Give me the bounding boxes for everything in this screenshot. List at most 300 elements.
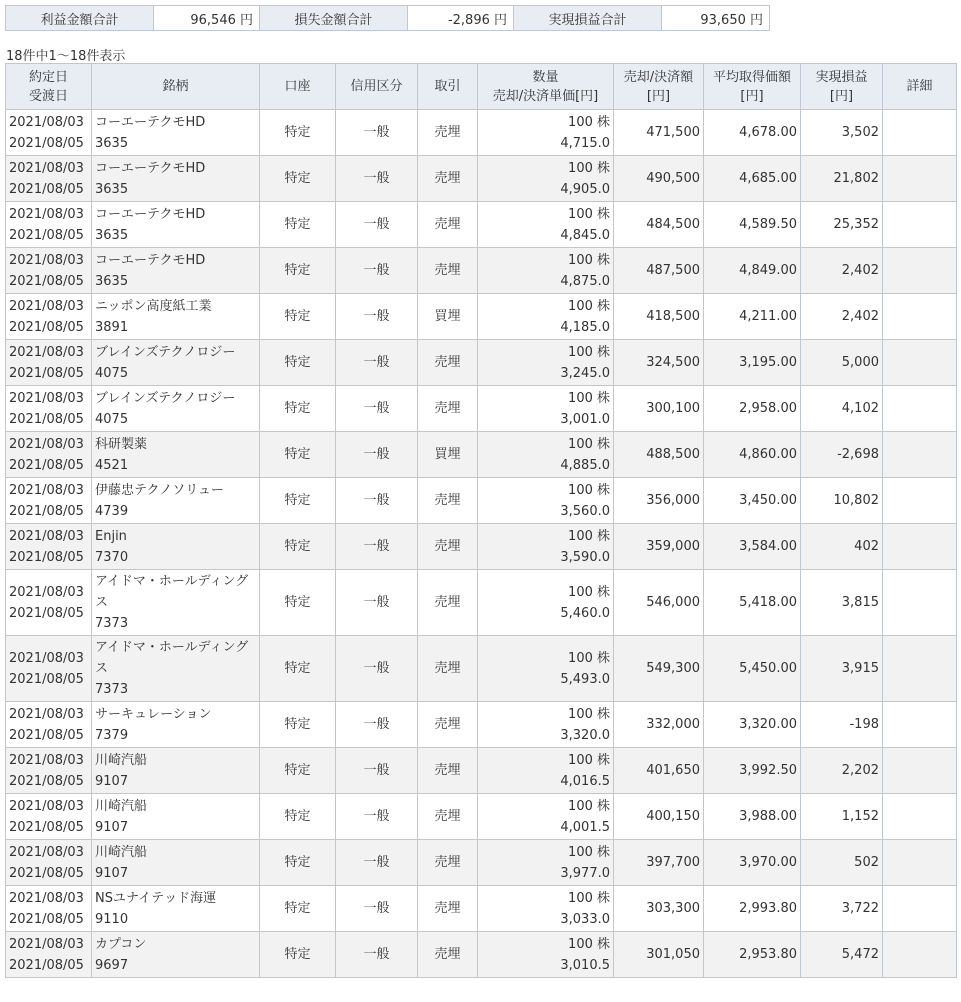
unit-price: 3,977.0 [560,865,610,881]
avg-cost-cell: 4,678.00 [704,110,801,156]
settle-date: 2021/08/05 [9,549,84,565]
realized-total-label: 実現損益合計 [514,6,662,31]
header-pnl[interactable] [801,64,883,110]
trade-type-cell: 売埋 [418,636,478,702]
detail-cell[interactable] [883,886,957,932]
margin-cell: 一般 [336,386,418,432]
avg-cost-cell: 5,450.00 [704,636,801,702]
unit-price: 3,245.0 [560,365,610,381]
quantity: 100 株 [568,160,610,176]
profit-total-value: 96,546 円 [154,6,260,31]
account-cell: 特定 [260,886,336,932]
trade-type-cell: 売埋 [418,570,478,636]
detail-cell[interactable] [883,340,957,386]
avg-cost-cell: 3,450.00 [704,478,801,524]
name-cell [92,386,260,432]
detail-cell[interactable] [883,840,957,886]
date-cell [6,840,92,886]
settle-date: 2021/08/05 [9,819,84,835]
pnl-cell: 3,722 [801,886,883,932]
table-row [6,432,957,478]
stock-name[interactable]: サーキュレーション [95,706,212,722]
trade-type-cell: 買埋 [418,294,478,340]
pnl-cell: 1,152 [801,794,883,840]
avg-cost-cell: 4,849.00 [704,248,801,294]
detail-cell[interactable] [883,524,957,570]
unit-price: 3,590.0 [560,549,610,565]
stock-code: 9107 [95,865,129,881]
header-detail: 詳細 [883,64,957,110]
trade-date: 2021/08/03 [9,436,84,452]
trade-date: 2021/08/03 [9,160,84,176]
detail-cell[interactable] [883,386,957,432]
table-row [6,110,957,156]
stock-name[interactable]: アイドマ・ホールディング [95,574,249,589]
detail-cell[interactable] [883,110,957,156]
avg-cost-cell: 2,958.00 [704,386,801,432]
margin-cell: 一般 [336,794,418,840]
quantity: 100 株 [568,528,610,544]
account-cell: 特定 [260,340,336,386]
trade-type-cell: 売埋 [418,478,478,524]
date-cell [6,748,92,794]
avg-cost-cell: 5,418.00 [704,570,801,636]
account-cell: 特定 [260,156,336,202]
account-cell: 特定 [260,840,336,886]
unit-price: 3,560.0 [560,503,610,519]
trade-date: 2021/08/03 [9,706,84,722]
quantity: 100 株 [568,298,610,314]
avg-cost-cell: 3,320.00 [704,702,801,748]
pnl-cell: 4,102 [801,386,883,432]
table-row [6,636,957,702]
margin-cell: 一般 [336,294,418,340]
quantity: 100 株 [568,752,610,768]
name-cell [92,432,260,478]
header-name[interactable]: 銘柄 [92,64,260,110]
profit-total-label: 利益金額合計 [6,6,154,31]
stock-code: 7373 [95,616,129,631]
name-cell [92,794,260,840]
unit-price: 4,001.5 [560,819,610,835]
header-pnl-unit: [円] [829,88,854,104]
avg-cost-cell: 3,970.00 [704,840,801,886]
quantity: 100 株 [568,482,610,498]
account-cell: 特定 [260,570,336,636]
date-cell [6,524,92,570]
quantity: 100 株 [568,584,610,600]
account-cell: 特定 [260,702,336,748]
settle-date: 2021/08/05 [9,227,84,243]
stock-code: 3891 [95,319,129,335]
header-margin[interactable]: 信用区分 [336,64,418,110]
pnl-cell: 2,402 [801,248,883,294]
stock-code: 7379 [95,727,129,743]
date-cell [6,794,92,840]
pnl-cell: 5,472 [801,932,883,978]
name-cell [92,702,260,748]
trade-type-cell: 売埋 [418,794,478,840]
trade-type-cell: 売埋 [418,110,478,156]
stock-name[interactable]: コーエーテクモHD [95,252,206,268]
margin-cell: 一般 [336,248,418,294]
trade-date: 2021/08/03 [9,752,84,768]
header-avg[interactable] [704,64,801,110]
unit-price: 3,001.0 [560,411,610,427]
avg-cost-cell: 2,993.80 [704,886,801,932]
name-cell [92,524,260,570]
table-row [6,156,957,202]
trade-type-cell: 売埋 [418,702,478,748]
settle-date: 2021/08/05 [9,273,84,289]
stock-name[interactable]: 川崎汽船 [95,798,148,814]
trade-date: 2021/08/03 [9,298,84,314]
quantity: 100 株 [568,252,610,268]
table-row [6,748,957,794]
name-cell [92,340,260,386]
settle-date: 2021/08/05 [9,411,84,427]
qty-cell [478,524,614,570]
loss-total-label: 損失金額合計 [260,6,408,31]
stock-name[interactable]: 川崎汽船 [95,844,148,860]
detail-cell[interactable] [883,156,957,202]
stock-name[interactable]: ス [95,595,109,610]
date-cell [6,702,92,748]
pnl-cell: 10,802 [801,478,883,524]
header-avg-label: 平均取得価額 [712,69,791,85]
stock-name[interactable]: カプコン [95,936,147,952]
account-cell: 特定 [260,248,336,294]
trade-date: 2021/08/03 [9,482,84,498]
trade-date: 2021/08/03 [9,936,84,952]
trade-date: 2021/08/03 [9,114,84,130]
settle-date: 2021/08/05 [9,911,84,927]
name-cell [92,886,260,932]
settle-date: 2021/08/05 [9,727,84,743]
stock-code: 4739 [95,503,129,519]
amount-cell: 487,500 [614,248,704,294]
settle-date: 2021/08/05 [9,605,84,621]
margin-cell: 一般 [336,432,418,478]
table-row [6,202,957,248]
settle-date: 2021/08/05 [9,319,84,335]
trade-type-cell: 買埋 [418,432,478,478]
amount-cell: 359,000 [614,524,704,570]
margin-cell: 一般 [336,110,418,156]
account-cell: 特定 [260,794,336,840]
quantity: 100 株 [568,798,610,814]
name-cell [92,156,260,202]
amount-cell: 300,100 [614,386,704,432]
amount-cell: 471,500 [614,110,704,156]
trade-date: 2021/08/03 [9,252,84,268]
trade-date: 2021/08/03 [9,844,84,860]
unit-price: 3,320.0 [560,727,610,743]
unit-price: 4,715.0 [560,135,610,151]
detail-cell[interactable] [883,294,957,340]
margin-cell: 一般 [336,156,418,202]
stock-name[interactable]: 伊藤忠テクノソリュー [95,482,224,498]
unit-price: 4,885.0 [560,457,610,473]
stock-code: 9107 [95,773,129,789]
date-cell [6,294,92,340]
stock-name[interactable]: コーエーテクモHD [95,206,206,222]
detail-cell[interactable] [883,702,957,748]
stock-code: 3635 [95,181,129,197]
qty-cell [478,294,614,340]
table-row [6,840,957,886]
amount-cell: 397,700 [614,840,704,886]
stock-code: 4075 [95,365,129,381]
settle-date: 2021/08/05 [9,135,84,151]
name-cell [92,932,260,978]
amount-cell: 418,500 [614,294,704,340]
detail-cell[interactable] [883,748,957,794]
header-price-label: 売却/決済単価[円] [492,88,599,104]
date-cell [6,478,92,524]
trade-date: 2021/08/03 [9,584,84,600]
stock-name[interactable]: NSユナイテッド海運 [95,890,217,906]
header-pnl-label: 実現損益 [815,69,868,85]
stock-name[interactable]: ニッポン高度紙工業 [95,298,212,314]
stock-code: 9110 [95,911,129,927]
qty-cell [478,794,614,840]
unit-price: 3,010.5 [560,957,610,973]
table-row [6,524,957,570]
amount-cell: 488,500 [614,432,704,478]
date-cell [6,386,92,432]
table-row [6,478,957,524]
table-row [6,340,957,386]
amount-cell: 546,000 [614,570,704,636]
avg-cost-cell: 4,685.00 [704,156,801,202]
pnl-cell: 402 [801,524,883,570]
realized-total-value: 93,650 円 [662,6,770,31]
trades-body [6,110,957,978]
name-cell [92,248,260,294]
quantity: 100 株 [568,436,610,452]
trade-date: 2021/08/03 [9,890,84,906]
quantity: 100 株 [568,890,610,906]
header-amount-unit: [円] [646,88,671,104]
date-cell [6,570,92,636]
detail-cell[interactable] [883,636,957,702]
detail-cell[interactable] [883,248,957,294]
trade-type-cell: 売埋 [418,156,478,202]
margin-cell: 一般 [336,702,418,748]
avg-cost-cell: 4,589.50 [704,202,801,248]
stock-code: 3635 [95,135,129,151]
table-row [6,886,957,932]
margin-cell: 一般 [336,886,418,932]
stock-code: 7373 [95,682,129,697]
trade-type-cell: 売埋 [418,748,478,794]
account-cell: 特定 [260,524,336,570]
header-settle-date: 受渡日 [28,88,68,104]
qty-cell [478,702,614,748]
qty-cell [478,110,614,156]
amount-cell: 356,000 [614,478,704,524]
settle-date: 2021/08/05 [9,503,84,519]
stock-name[interactable]: ス [95,661,109,676]
stock-name[interactable]: ブレインズテクノロジー [95,344,236,360]
margin-cell: 一般 [336,570,418,636]
qty-cell [478,748,614,794]
trade-date: 2021/08/03 [9,528,84,544]
stock-name[interactable]: コーエーテクモHD [95,160,206,176]
margin-cell: 一般 [336,340,418,386]
table-row [6,794,957,840]
amount-cell: 484,500 [614,202,704,248]
quantity: 100 株 [568,844,610,860]
margin-cell: 一般 [336,932,418,978]
trade-type-cell: 売埋 [418,524,478,570]
amount-cell: 332,000 [614,702,704,748]
qty-cell [478,202,614,248]
pnl-cell: 3,815 [801,570,883,636]
pnl-cell: 25,352 [801,202,883,248]
qty-cell [478,432,614,478]
unit-price: 4,875.0 [560,273,610,289]
account-cell: 特定 [260,202,336,248]
loss-total-value: -2,896 円 [408,6,514,31]
quantity: 100 株 [568,390,610,406]
stock-name[interactable]: 川崎汽船 [95,752,148,768]
margin-cell: 一般 [336,748,418,794]
header-amount-label: 売却/決済額 [623,69,694,85]
header-qty[interactable] [478,64,614,110]
detail-cell[interactable] [883,932,957,978]
avg-cost-cell: 4,860.00 [704,432,801,478]
date-cell [6,248,92,294]
name-cell [92,478,260,524]
account-cell: 特定 [260,478,336,524]
table-row [6,294,957,340]
amount-cell: 301,050 [614,932,704,978]
table-row [6,932,957,978]
unit-price: 4,845.0 [560,227,610,243]
trade-date: 2021/08/03 [9,650,84,666]
margin-cell: 一般 [336,202,418,248]
settle-date: 2021/08/05 [9,457,84,473]
pnl-cell: 2,202 [801,748,883,794]
stock-name[interactable]: 科研製薬 [95,436,148,452]
unit-price: 5,493.0 [560,671,610,687]
amount-cell: 401,650 [614,748,704,794]
qty-cell [478,386,614,432]
qty-cell [478,886,614,932]
result-count: 18件中1～18件表示 [6,49,126,64]
date-cell [6,202,92,248]
trades-table [5,63,957,978]
header-amount[interactable] [614,64,704,110]
stock-code: 4075 [95,411,129,427]
qty-cell [478,840,614,886]
amount-cell: 303,300 [614,886,704,932]
trade-date: 2021/08/03 [9,206,84,222]
account-cell: 特定 [260,636,336,702]
date-cell [6,340,92,386]
stock-code: 7370 [95,549,129,565]
amount-cell: 324,500 [614,340,704,386]
pnl-cell: 5,000 [801,340,883,386]
trade-date: 2021/08/03 [9,798,84,814]
date-cell [6,156,92,202]
header-type[interactable]: 取引 [418,64,478,110]
settle-date: 2021/08/05 [9,773,84,789]
unit-price: 4,905.0 [560,181,610,197]
settle-date: 2021/08/05 [9,671,84,687]
avg-cost-cell: 3,988.00 [704,794,801,840]
avg-cost-cell: 3,584.00 [704,524,801,570]
unit-price: 4,016.5 [560,773,610,789]
detail-cell[interactable] [883,478,957,524]
trade-date: 2021/08/03 [9,344,84,360]
table-row [6,570,957,636]
account-cell: 特定 [260,294,336,340]
stock-code: 4521 [95,457,129,473]
detail-cell[interactable] [883,202,957,248]
header-account[interactable]: 口座 [260,64,336,110]
trade-date: 2021/08/03 [9,390,84,406]
stock-name[interactable]: Enjin [95,528,127,544]
avg-cost-cell: 3,195.00 [704,340,801,386]
qty-cell [478,570,614,636]
date-cell [6,110,92,156]
name-cell [92,570,260,636]
trade-type-cell: 売埋 [418,386,478,432]
date-cell [6,432,92,478]
margin-cell: 一般 [336,636,418,702]
stock-code: 3635 [95,273,129,289]
pnl-cell: -2,698 [801,432,883,478]
unit-price: 4,185.0 [560,319,610,335]
summary-row [6,6,770,31]
unit-price: 3,033.0 [560,911,610,927]
quantity: 100 株 [568,650,610,666]
detail-cell[interactable] [883,570,957,636]
name-cell [92,636,260,702]
header-date[interactable] [6,64,92,110]
account-cell: 特定 [260,932,336,978]
table-row [6,702,957,748]
settle-date: 2021/08/05 [9,181,84,197]
avg-cost-cell: 3,992.50 [704,748,801,794]
date-cell [6,636,92,702]
pnl-cell: 3,502 [801,110,883,156]
name-cell [92,110,260,156]
quantity: 100 株 [568,114,610,130]
detail-cell[interactable] [883,432,957,478]
amount-cell: 490,500 [614,156,704,202]
avg-cost-cell: 4,211.00 [704,294,801,340]
stock-name[interactable]: アイドマ・ホールディング [95,640,249,655]
qty-cell [478,340,614,386]
settle-date: 2021/08/05 [9,865,84,881]
margin-cell: 一般 [336,524,418,570]
margin-cell: 一般 [336,840,418,886]
account-cell: 特定 [260,386,336,432]
name-cell [92,202,260,248]
name-cell [92,748,260,794]
stock-name[interactable]: ブレインズテクノロジー [95,390,236,406]
detail-cell[interactable] [883,794,957,840]
trade-type-cell: 売埋 [418,248,478,294]
trade-type-cell: 売埋 [418,340,478,386]
stock-name[interactable]: コーエーテクモHD [95,114,206,130]
qty-cell [478,248,614,294]
trade-type-cell: 売埋 [418,932,478,978]
